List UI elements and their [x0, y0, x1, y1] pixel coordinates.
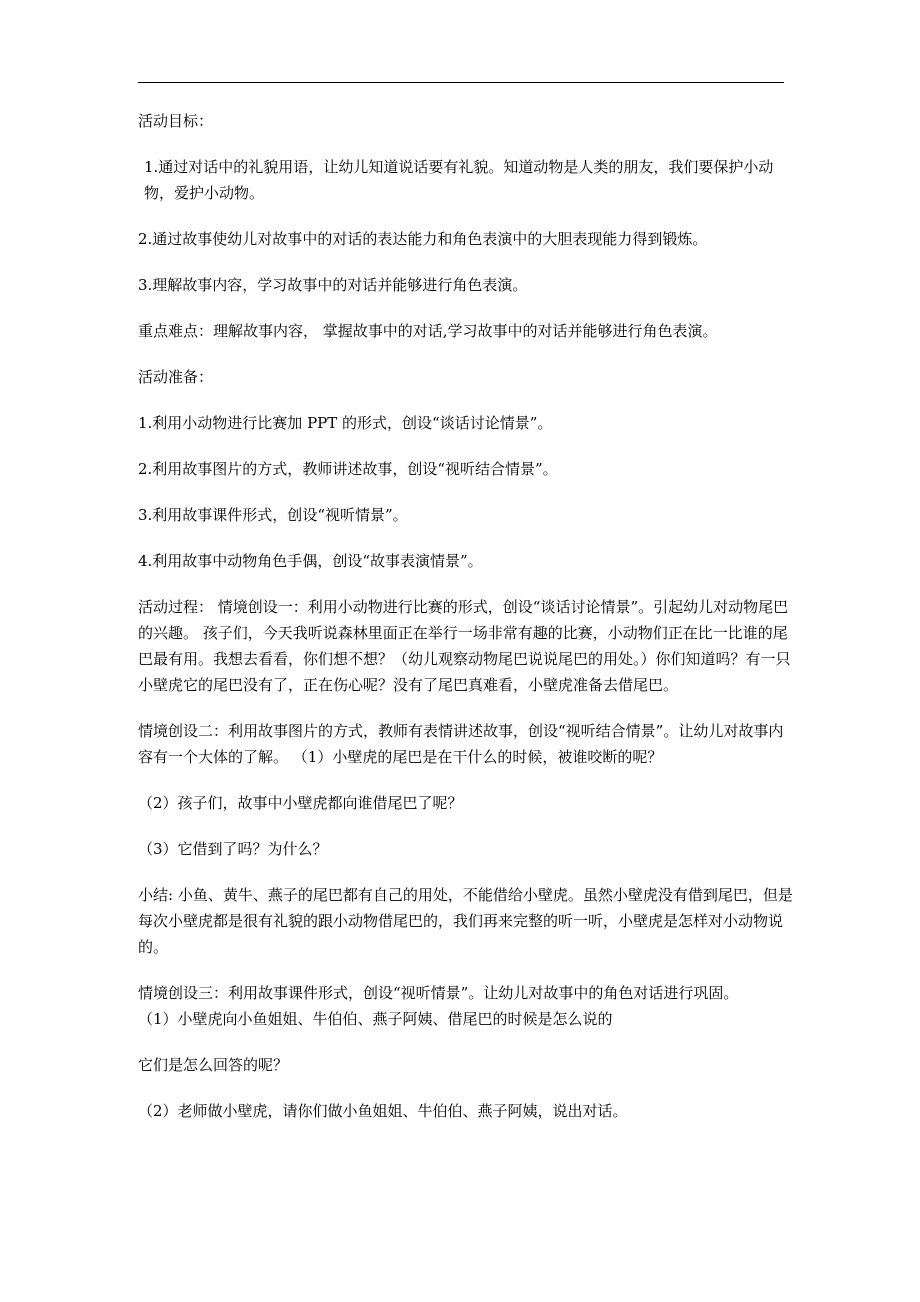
paragraph: （2）孩子们，故事中小壁虎都向谁借尾巴了呢？ — [138, 794, 463, 812]
document-body — [138, 108, 798, 1124]
paragraph: （1）小壁虎向小鱼姐姐、牛伯伯、燕子阿姨、借尾巴的时候是怎么说的 — [138, 1010, 613, 1028]
section-heading-objectives: 活动目标： — [138, 112, 214, 130]
paragraph: 1.通过对话中的礼貌用语，让幼儿知道说话要有礼貌。知道动物是人类的朋友，我们要保护小动物，爱护小动物。 — [144, 158, 774, 202]
paragraph: 1.利用小动物进行比赛加 PPT 的形式，创设“谈话讨论情景”。 — [138, 414, 553, 432]
paragraph: 情境创设二：利用故事图片的方式，教师有表情讲述故事，创设“视听结合情景”。让幼儿对故事内容有一个大体的了解。 （1）小壁虎的尾巴是在干什么的时候，被谁咬断的呢？ — [138, 722, 784, 766]
paragraph-summary: 小结: 小鱼、黄牛、燕子的尾巴都有自己的用处，不能借给小壁虎。虽然小壁虎没有借到尾巴，但是每次小壁虎都是很有礼貌的跟小动物借尾巴的，我们再来完整的听一听，小壁虎是怎样对小动物说的。 — [138, 886, 793, 956]
paragraph: （2）老师做小壁虎，请你们做小鱼姐姐、牛伯伯、燕子阿姨，说出对话。 — [138, 1102, 628, 1120]
section-heading-process: 活动过程： 情境创设一：利用小动物进行比赛的形式，创设“谈话讨论情景”。引起幼儿对动物尾巴的兴趣。 孩子们，今天我听说森林里面正在举行一场非常有趣的比赛，小动物们正在比一比谁的尾巴最有用。我想去看看，你们想不想？（幼儿观察动物尾巴说说尾巴的用处。）你们知道吗？有一只小壁虎它的尾巴没有了，正在伤心呢？没有了尾巴真难看，小壁虎准备去借尾巴。 — [138, 598, 791, 694]
section-heading-preparation: 活动准备： — [138, 368, 214, 386]
header-rule — [138, 82, 784, 83]
paragraph: 情境创设三：利用故事课件形式，创设“视听情景”。让幼儿对故事中的角色对话进行巩固。 — [138, 984, 739, 1002]
paragraph: 3.理解故事内容，学习故事中的对话并能够进行角色表演。 — [138, 276, 528, 294]
paragraph: （3）它借到了吗？为什么？ — [138, 840, 328, 858]
paragraph: 3.利用故事课件形式，创设“视听情景”。 — [138, 506, 408, 524]
paragraph: 2.通过故事使幼儿对故事中的对话的表达能力和角色表演中的大胆表现能力得到锻炼。 — [138, 230, 708, 248]
paragraph: 它们是怎么回答的呢？ — [138, 1056, 289, 1074]
section-heading-key-points: 重点难点：理解故事内容， 掌握故事中的对话,学习故事中的对话并能够进行角色表演。 — [138, 322, 718, 340]
paragraph: 2.利用故事图片的方式，教师讲述故事，创设“视听结合情景”。 — [138, 460, 558, 478]
paragraph: 4.利用故事中动物角色手偶，创设“故事表演情景”。 — [138, 552, 483, 570]
